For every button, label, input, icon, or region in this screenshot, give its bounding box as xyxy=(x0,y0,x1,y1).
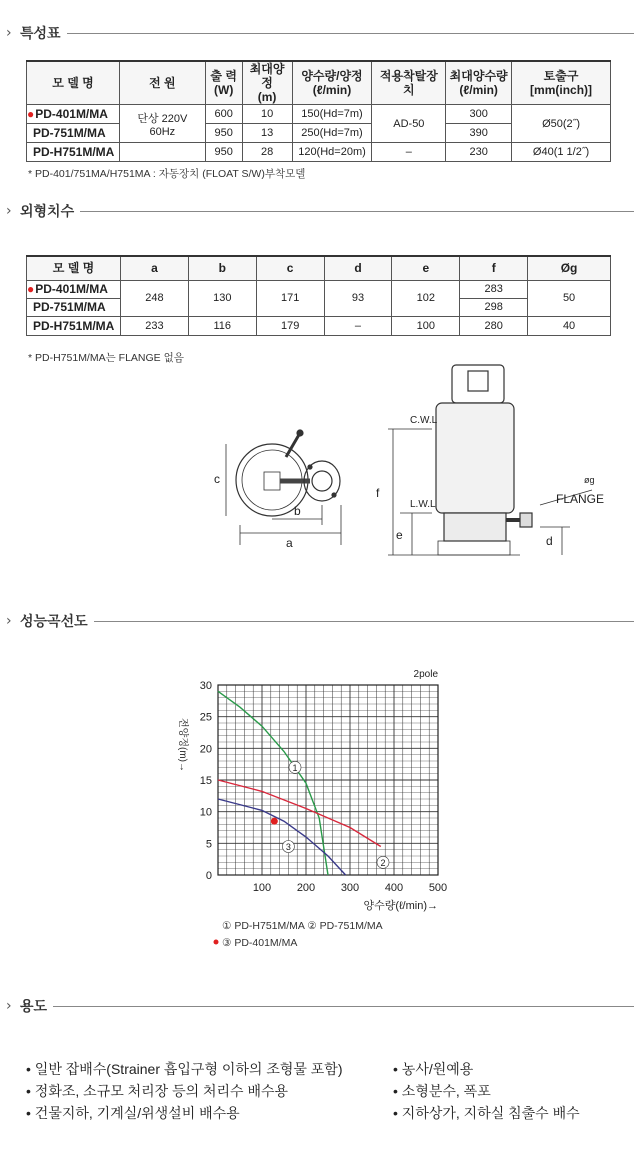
y-tick-label: 15 xyxy=(199,775,212,787)
header-output xyxy=(205,61,242,105)
highlight-dot-icon: ● xyxy=(27,282,35,296)
model-name: PD-H751M/MA xyxy=(27,143,120,162)
list-item: • 농사/원예용 xyxy=(393,1061,474,1077)
dimension-table xyxy=(26,255,611,336)
legend-dot-icon xyxy=(214,940,219,945)
y-tick-label: 25 xyxy=(199,711,212,724)
table-row xyxy=(27,316,611,335)
header-e: e xyxy=(392,256,460,280)
list-item: • 지하상가, 지하실 침출수 배수 xyxy=(393,1105,580,1121)
series-line-2 xyxy=(218,780,381,847)
y-tick-label: 30 xyxy=(199,680,212,692)
spec-table xyxy=(26,60,611,162)
model-name: PD-401M/MA xyxy=(35,282,108,296)
d-cell: – xyxy=(324,316,392,335)
f-cell: 283 xyxy=(460,280,528,298)
b-cell: 130 xyxy=(188,280,256,316)
list-item: • 정화조, 소규모 처리장 등의 처리수 배수용 xyxy=(26,1083,289,1099)
header-flow-text: 양수량/양정 (ℓ/min) xyxy=(301,69,363,97)
power-cell-empty xyxy=(119,143,205,162)
series-marker-label-3: 3 xyxy=(285,842,291,852)
header-output-text: 출 력 (W) xyxy=(210,69,237,97)
c-cell: 179 xyxy=(256,316,324,335)
list-item: • 건물지하, 기계실/위생설비 배수용 xyxy=(26,1105,240,1121)
dim-label-d: d xyxy=(546,534,553,548)
header-outlet-text: 토출구 [mm(inch)] xyxy=(530,69,593,97)
header-model: 모 델 명 xyxy=(27,256,121,280)
header-d: d xyxy=(324,256,392,280)
x-tick-label: 300 xyxy=(340,882,360,894)
dim-label-f: f xyxy=(376,486,380,500)
model-cell xyxy=(27,105,120,124)
section-title: 외형치수 xyxy=(20,204,75,220)
model-name: PD-751M/MA xyxy=(27,298,121,316)
highlight-dot-icon: ● xyxy=(27,107,35,121)
model-name: PD-751M/MA xyxy=(27,124,120,143)
head-cell: 10 xyxy=(242,105,292,124)
y-tick-label: 10 xyxy=(199,806,212,819)
table-row xyxy=(27,143,611,162)
g-cell: 40 xyxy=(528,316,611,335)
y-tick-label: 0 xyxy=(205,870,212,882)
dims-note: * PD-H751M/MA는 FLANGE 없음 xyxy=(28,352,184,364)
flow-cell: 120(Hd=20m) xyxy=(292,143,372,162)
header-max-flow xyxy=(446,61,512,105)
section-header-dims xyxy=(6,200,634,222)
g-cell: 50 xyxy=(528,280,611,316)
coupler-cell: – xyxy=(372,143,446,162)
model-name: PD-401M/MA xyxy=(35,107,108,121)
max-flow-cell: 230 xyxy=(446,143,512,162)
chevron-right-icon: › xyxy=(6,613,12,629)
legend-line-1: ① PD-H751M/MA ② PD-751M/MA xyxy=(222,920,383,932)
pump-side-view xyxy=(388,365,592,555)
series-marker-label-2: 2 xyxy=(380,857,386,868)
chevron-right-icon: › xyxy=(6,203,12,219)
b-cell: 116 xyxy=(188,316,256,335)
dim-label-e: e xyxy=(396,528,403,542)
section-title: 성능곡선도 xyxy=(20,614,88,630)
divider xyxy=(80,211,634,212)
header-max-head-text: 최대양정 (m) xyxy=(249,62,285,104)
flow-cell: 150(Hd=7m) xyxy=(292,105,372,124)
section-title: 용도 xyxy=(20,999,48,1015)
x-axis-label: 양수량(ℓ/min)→ xyxy=(363,900,438,912)
coupler-cell: AD-50 xyxy=(372,105,446,143)
divider xyxy=(94,621,634,622)
header-g: Øg xyxy=(528,256,611,280)
operating-point-marker xyxy=(271,818,278,825)
table-row xyxy=(27,280,611,298)
f-cell: 298 xyxy=(460,298,528,316)
series-marker-label-1: 1 xyxy=(292,762,298,773)
header-f: f xyxy=(460,256,528,280)
pump-top-view xyxy=(226,430,341,545)
y-tick-label: 20 xyxy=(199,743,212,756)
header-c: c xyxy=(256,256,324,280)
header-b: b xyxy=(188,256,256,280)
power-text: 단상 220V 60Hz xyxy=(137,112,188,138)
x-tick-label: 400 xyxy=(384,882,404,894)
usage-list-right xyxy=(393,1058,580,1124)
section-header-spec xyxy=(6,22,634,44)
chevron-right-icon: › xyxy=(6,998,12,1014)
dim-label-c: c xyxy=(214,472,220,486)
header-power: 전 원 xyxy=(119,61,205,105)
header-a: a xyxy=(120,256,188,280)
dim-label-a: a xyxy=(286,536,293,550)
x-tick-label: 200 xyxy=(296,882,316,894)
a-cell: 233 xyxy=(120,316,188,335)
list-item: • 소형분수, 폭포 xyxy=(393,1083,491,1099)
header-coupler: 적용착탈장치 xyxy=(372,61,446,105)
head-cell: 28 xyxy=(242,143,292,162)
a-cell: 248 xyxy=(120,280,188,316)
list-item: • 일반 잡배수(Strainer 흡입구형 이하의 조형물 포함) xyxy=(26,1061,343,1077)
g-label: øg xyxy=(584,475,595,485)
header-model: 모 델 명 xyxy=(27,61,120,105)
divider xyxy=(67,33,634,34)
section-title: 특성표 xyxy=(20,26,61,42)
model-name: PD-H751M/MA xyxy=(27,316,121,335)
outlet-cell: Ø40(1 1/2˝) xyxy=(512,143,611,162)
header-max-flow-text: 최대양수량 (ℓ/min) xyxy=(449,69,508,97)
max-flow-cell: 300 xyxy=(446,105,512,124)
max-flow-cell: 390 xyxy=(446,124,512,143)
cwl-label: C.W.L xyxy=(410,415,438,426)
performance-curve-chart xyxy=(160,655,460,955)
flow-cell: 250(Hd=7m) xyxy=(292,124,372,143)
series-line-1 xyxy=(218,691,328,875)
outlet-cell: Ø50(2˝) xyxy=(512,105,611,143)
head-cell: 13 xyxy=(242,124,292,143)
chevron-right-icon: › xyxy=(6,25,12,41)
d-cell: 93 xyxy=(324,280,392,316)
usage-list-left xyxy=(26,1058,343,1124)
pump-dimension-drawing xyxy=(0,355,640,575)
section-header-curve xyxy=(6,610,634,632)
x-tick-label: 500 xyxy=(428,882,448,894)
model-cell xyxy=(27,280,121,298)
c-cell: 171 xyxy=(256,280,324,316)
table-row xyxy=(27,105,611,124)
spec-note: * PD-401/751MA/H751MA : 자동장치 (FLOAT S/W)부착모델 xyxy=(28,168,306,180)
e-cell: 102 xyxy=(392,280,460,316)
output-cell: 950 xyxy=(205,124,242,143)
x-tick-label: 100 xyxy=(252,882,272,894)
section-header-usage xyxy=(6,995,634,1017)
output-cell: 950 xyxy=(205,143,242,162)
legend-line-2: ③ PD-401M/MA xyxy=(222,937,298,949)
y-tick-label: 5 xyxy=(205,838,212,851)
lwl-label: L.W.L xyxy=(410,499,436,510)
header-outlet xyxy=(512,61,611,105)
f-cell: 280 xyxy=(460,316,528,335)
chart-subtitle: 2pole xyxy=(413,669,438,680)
y-axis-label: 전양정(m)→ xyxy=(177,718,188,772)
header-flow xyxy=(292,61,372,105)
power-cell xyxy=(119,105,205,143)
divider xyxy=(53,1006,634,1007)
e-cell: 100 xyxy=(392,316,460,335)
flange-label: FLANGE xyxy=(556,492,605,506)
output-cell: 600 xyxy=(205,105,242,124)
dim-label-b: b xyxy=(294,504,301,518)
header-max-head xyxy=(242,61,292,105)
